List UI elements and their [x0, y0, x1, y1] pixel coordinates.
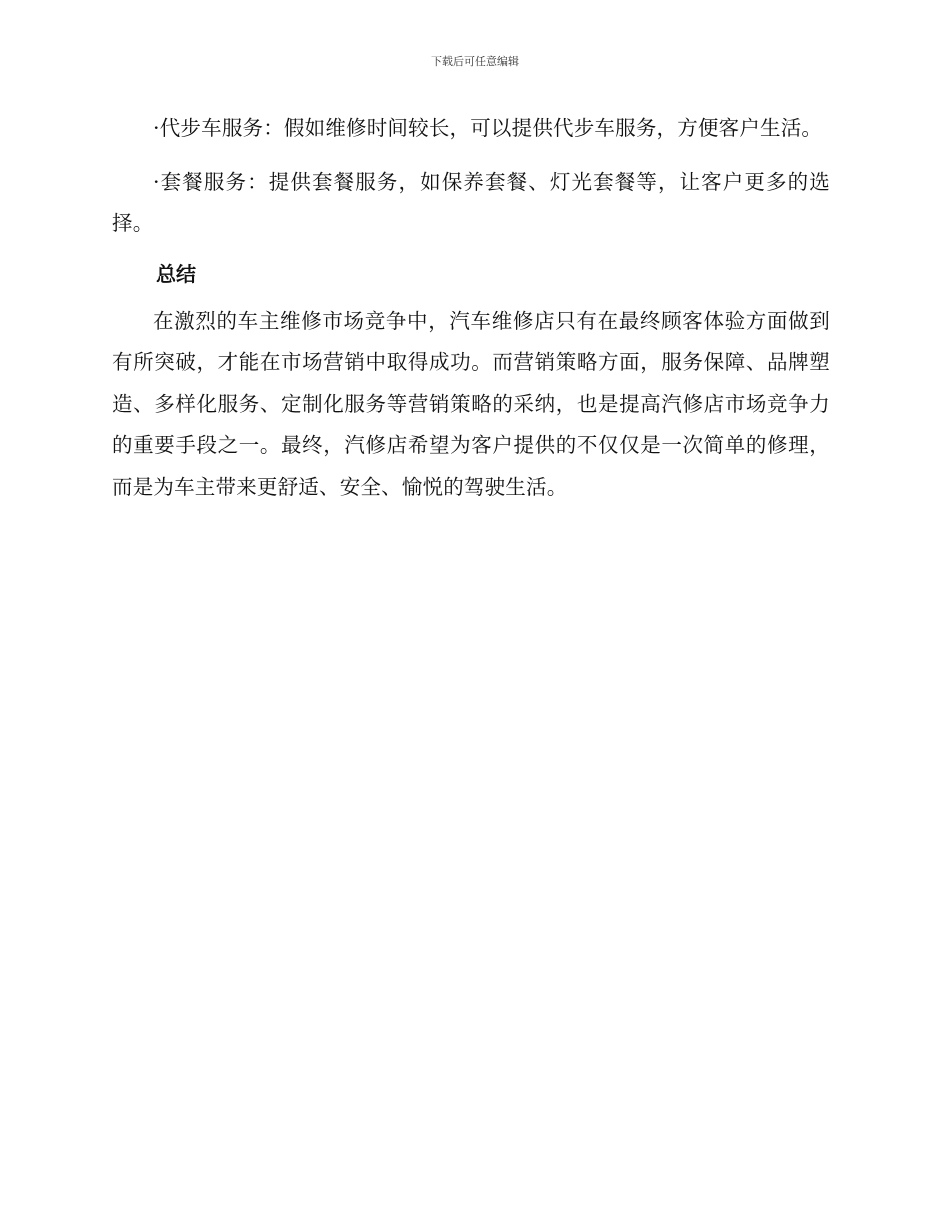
paragraph-package-service: ·套餐服务：提供套餐服务，如保养套餐、灯光套餐等，让客户更多的选择。: [112, 169, 830, 235]
page-header: 下载后可任意编辑: [431, 55, 519, 68]
summary-heading: 总结: [156, 261, 196, 286]
paragraph-courtesy-car-service: ·代步车服务：假如维修时间较长，可以提供代步车服务，方便客户生活。: [153, 116, 823, 140]
document-body: [112, 108, 830, 520]
summary-paragraph: 在激烈的车主维修市场竞争中，汽车维修店只有在最终顾客体验方面做到有所突破，才能在市场营销中取得成功。而营销策略方面，服务保障、品牌塑造、多样化服务、定制化服务等营销策略的采纳，也是提高汽修店市场竞争力的重要手段之一。最终，汽修店希望为客户提供的不仅仅是一次简单的修理，而是为车主带来更舒适、安全、愉悦的驾驶生活。: [112, 308, 830, 499]
